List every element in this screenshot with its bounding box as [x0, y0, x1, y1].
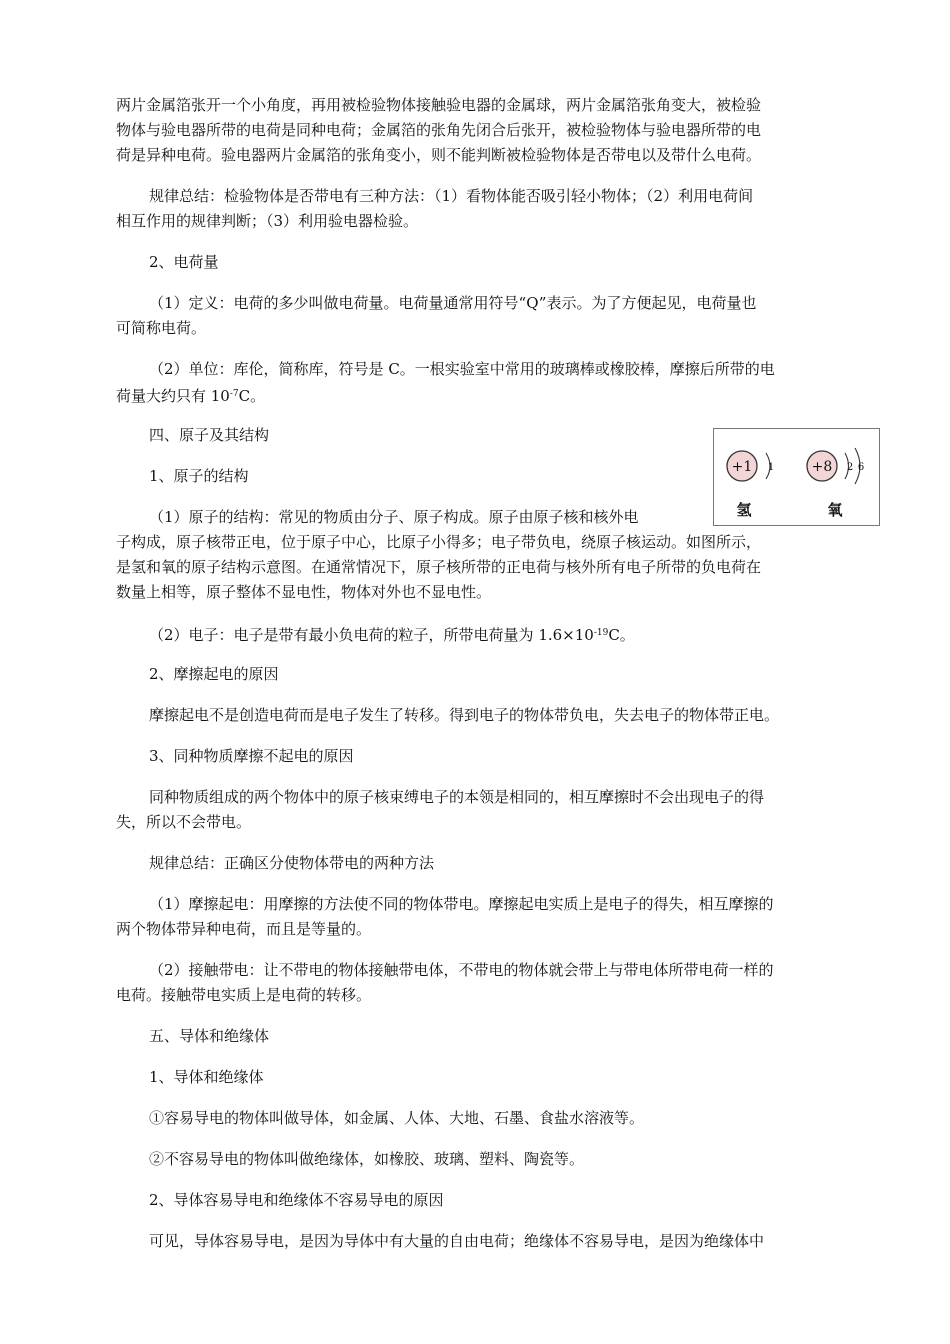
section-heading: 五、导体和绝缘体 — [149, 1027, 270, 1045]
paragraph-line: 两片金属箔张开一个小角度，再用被检验物体接触验电器的金属球，两片金属箔张角变大，被检验 — [116, 96, 762, 114]
paragraph-line: （2）接触带电：让不带电的物体接触带电体，不带电的物体就会带上与带电体所带电荷一样的 — [149, 961, 774, 979]
oxygen-label: 氧 — [827, 501, 843, 519]
section-heading: 3、同种物质摩擦不起电的原因 — [149, 747, 354, 765]
electron-line — [149, 621, 838, 648]
section-heading: 2、电荷量 — [149, 253, 219, 271]
paragraph-line: 可简称电荷。 — [116, 319, 207, 337]
electron-text: （2）电子：电子是带有最小负电荷的粒子，所带电荷量为 1.6×10 — [149, 626, 594, 644]
paragraph-line: 数量上相等，原子整体不显电性，物体对外也不显电性。 — [116, 583, 492, 601]
oxygen-nucleus-charge: +8 — [811, 459, 833, 475]
section-heading: 2、摩擦起电的原因 — [149, 665, 279, 683]
electron-exponent: -19 — [593, 628, 609, 638]
summary-line: 相互作用的规律判断；（3）利用验电器检验。 — [116, 212, 419, 230]
paragraph-line: （2）单位：库伦，简称库，符号是 C。一根实验室中常用的玻璃棒或橡胶棒，摩擦后所带的电 — [149, 360, 775, 378]
paragraph-line: 可见，导体容易导电，是因为导体中有大量的自由电荷；绝缘体不容易导电，是因为绝缘体中 — [149, 1232, 765, 1250]
list-item: ②不容易导电的物体叫做绝缘体，如橡胶、玻璃、塑料、陶瓷等。 — [149, 1150, 585, 1168]
paragraph-line: （1）定义：电荷的多少叫做电荷量。电荷量通常用符号“Q”表示。为了方便起见，电荷量也 — [149, 294, 757, 312]
section-heading: 1、导体和绝缘体 — [149, 1068, 264, 1086]
atom-diagram — [714, 429, 879, 525]
paragraph-line: 子构成，原子核带正电，位于原子中心，比原子小得多；电子带负电，绕原子核运动。如图所示， — [116, 533, 762, 551]
charge-amount-exponent: -7 — [229, 389, 239, 399]
charge-amount-text: 荷量大约只有 10 — [116, 387, 230, 405]
section-heading: 1、原子的结构 — [149, 467, 249, 485]
summary-heading: 规律总结：正确区分使物体带电的两种方法 — [149, 854, 435, 872]
electron-unit: C。 — [608, 626, 635, 644]
paragraph-line: 失，所以不会带电。 — [116, 813, 252, 831]
paragraph-line: 摩擦起电不是创造电荷而是电子发生了转移。得到电子的物体带负电，失去电子的物体带正电。 — [149, 706, 780, 724]
paragraph-line: 是氢和氧的原子结构示意图。在通常情况下，原子核所带的正电荷与核外所有电子所带的负电荷在 — [116, 558, 762, 576]
section-heading: 四、原子及其结构 — [149, 426, 270, 444]
paragraph-line: （1）原子的结构：常见的物质由分子、原子构成。原子由原子核和核外电 — [149, 508, 639, 526]
paragraph-line: 同种物质组成的两个物体中的原子核束缚电子的本领是相同的，相互摩擦时不会出现电子的得 — [149, 788, 765, 806]
atom-structure-figure — [713, 428, 880, 526]
oxygen-inner-electron-count: 2 — [846, 462, 854, 473]
charge-amount-line — [116, 382, 838, 409]
summary-line: 规律总结：检验物体是否带电有三种方法：（1）看物体能否吸引轻小物体；（2）利用电荷间 — [149, 187, 754, 205]
paragraph-line: 两个物体带异种电荷，而且是等量的。 — [116, 920, 372, 938]
charge-amount-unit: C。 — [238, 387, 266, 405]
hydrogen-label: 氢 — [736, 501, 752, 519]
paragraph-line: 电荷。接触带电实质上是电荷的转移。 — [116, 986, 372, 1004]
hydrogen-electron-count: 1 — [767, 462, 775, 473]
paragraph-line: （1）摩擦起电：用摩擦的方法使不同的物体带电。摩擦起电实质上是电子的得失，相互摩擦的 — [149, 895, 774, 913]
section-heading: 2、导体容易导电和绝缘体不容易导电的原因 — [149, 1191, 444, 1209]
paragraph-line: 物体与验电器所带的电荷是同种电荷；金属箔的张角先闭合后张开，被检验物体与验电器所带的电 — [116, 121, 762, 139]
oxygen-outer-electron-count: 6 — [857, 462, 865, 473]
hydrogen-nucleus-charge: +1 — [731, 459, 753, 475]
list-item: ①容易导电的物体叫做导体，如金属、人体、大地、石墨、食盐水溶液等。 — [149, 1109, 645, 1127]
paragraph-line: 荷是异种电荷。验电器两片金属箔的张角变小，则不能判断被检验物体是否带电以及带什么电荷。 — [116, 146, 762, 164]
